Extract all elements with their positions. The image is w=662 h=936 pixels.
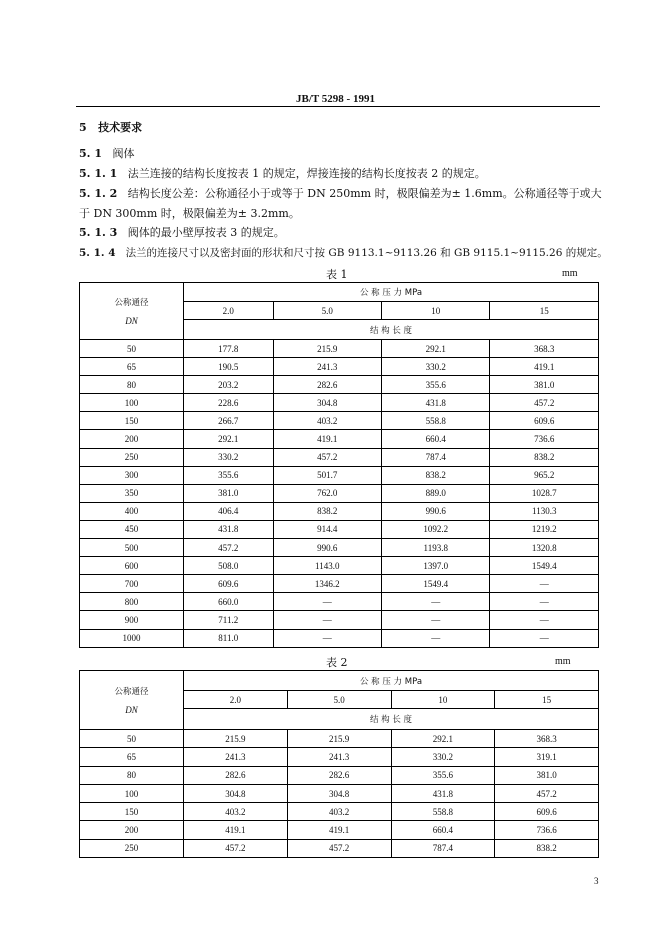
table-cell: 457.2 bbox=[184, 839, 288, 857]
table-cell: 660.0 bbox=[184, 593, 274, 611]
table-cell: 1028.7 bbox=[490, 484, 599, 502]
clause-5-1-2-cont: 于 DN 300mm 时，极限偏差为± 3.2mm。 bbox=[79, 207, 300, 220]
header-rule bbox=[76, 106, 600, 107]
table-row bbox=[80, 376, 599, 394]
clause-number: 5. 1. 1 bbox=[79, 167, 118, 180]
table-cell: — bbox=[382, 593, 490, 611]
table-cell: 203.2 bbox=[184, 376, 274, 394]
table-cell: — bbox=[490, 611, 599, 629]
table-cell: 1143.0 bbox=[273, 557, 381, 575]
table-cell: 508.0 bbox=[184, 557, 274, 575]
pressure-cell: 15 bbox=[495, 691, 599, 709]
clause-number: 5. 1. 2 bbox=[79, 187, 118, 200]
table-cell: 100 bbox=[80, 784, 184, 802]
table-cell: 403.2 bbox=[184, 803, 288, 821]
table-cell: 350 bbox=[80, 484, 184, 502]
clause-text: 阀体的最小壁厚按表 3 的规定。 bbox=[127, 226, 285, 239]
pressure-cell: 10 bbox=[391, 691, 495, 709]
table-cell: 736.6 bbox=[495, 821, 599, 839]
table-row bbox=[80, 466, 599, 484]
pressure-cell: 10 bbox=[382, 302, 490, 320]
table-row bbox=[80, 766, 599, 784]
table-cell: 1219.2 bbox=[490, 520, 599, 538]
table-cell: 711.2 bbox=[184, 611, 274, 629]
table-cell: 600 bbox=[80, 557, 184, 575]
table-cell: 889.0 bbox=[382, 484, 490, 502]
page-number: 3 bbox=[594, 876, 599, 886]
table-cell: 65 bbox=[80, 358, 184, 376]
table-cell: 457.2 bbox=[273, 448, 381, 466]
table-row bbox=[80, 611, 599, 629]
table-cell: 609.6 bbox=[490, 412, 599, 430]
table-cell: 457.2 bbox=[287, 839, 391, 857]
table-cell: 100 bbox=[80, 394, 184, 412]
table-cell: 457.2 bbox=[184, 539, 274, 557]
table-cell: 282.6 bbox=[287, 766, 391, 784]
table-cell: — bbox=[490, 575, 599, 593]
table-cell: 838.2 bbox=[490, 448, 599, 466]
table-cell: 319.1 bbox=[495, 748, 599, 766]
table-cell: — bbox=[490, 629, 599, 647]
table2-unit: mm bbox=[555, 656, 571, 667]
table-cell: 787.4 bbox=[391, 839, 495, 857]
clause-title: 阀体 bbox=[112, 147, 135, 160]
table-cell: 80 bbox=[80, 376, 184, 394]
table-cell: 419.1 bbox=[490, 358, 599, 376]
table-row bbox=[80, 520, 599, 538]
clause-number: 5. 1. 3 bbox=[79, 226, 118, 239]
table-cell: 292.1 bbox=[391, 730, 495, 748]
pressure-cell: 2.0 bbox=[184, 691, 288, 709]
table-cell: 558.8 bbox=[382, 412, 490, 430]
table-row bbox=[80, 484, 599, 502]
table-cell: 990.6 bbox=[273, 539, 381, 557]
table-cell: 292.1 bbox=[382, 340, 490, 358]
table-cell: 914.4 bbox=[273, 520, 381, 538]
table-cell: 500 bbox=[80, 539, 184, 557]
table-cell: 1346.2 bbox=[273, 575, 381, 593]
table-cell: 403.2 bbox=[287, 803, 391, 821]
table-cell: 150 bbox=[80, 412, 184, 430]
table-cell: 355.6 bbox=[184, 466, 274, 484]
clause-number: 5. 1 bbox=[79, 147, 102, 160]
table-cell: 811.0 bbox=[184, 629, 274, 647]
table-cell: 419.1 bbox=[287, 821, 391, 839]
table-cell: 80 bbox=[80, 766, 184, 784]
table-cell: 50 bbox=[80, 340, 184, 358]
table-cell: 241.3 bbox=[184, 748, 288, 766]
table-cell: — bbox=[273, 629, 381, 647]
table-cell: 368.3 bbox=[495, 730, 599, 748]
clause-text: 结构长度公差：公称通径小于或等于 DN 250mm 时，极限偏差为± 1.6mm。公称通径等于或大 bbox=[127, 187, 602, 200]
dn-symbol: DN bbox=[125, 316, 138, 326]
table-cell: 368.3 bbox=[490, 340, 599, 358]
section-number: 5 bbox=[79, 121, 87, 134]
table-cell: 609.6 bbox=[495, 803, 599, 821]
table-cell: 660.4 bbox=[391, 821, 495, 839]
table-cell: 282.6 bbox=[184, 766, 288, 784]
table-cell: 200 bbox=[80, 821, 184, 839]
table1-caption: 表 1 bbox=[326, 268, 348, 281]
table-cell: 65 bbox=[80, 748, 184, 766]
table-cell: 457.2 bbox=[490, 394, 599, 412]
table-cell: 330.2 bbox=[184, 448, 274, 466]
table-cell: 419.1 bbox=[184, 821, 288, 839]
table-cell: 150 bbox=[80, 803, 184, 821]
table-cell: 660.4 bbox=[382, 430, 490, 448]
table-cell: 400 bbox=[80, 502, 184, 520]
table-row bbox=[80, 593, 599, 611]
table-cell: 266.7 bbox=[184, 412, 274, 430]
section-heading bbox=[79, 121, 142, 135]
table-cell: 965.2 bbox=[490, 466, 599, 484]
table-cell: 431.8 bbox=[391, 784, 495, 802]
table-cell: 1000 bbox=[80, 629, 184, 647]
table-cell: 50 bbox=[80, 730, 184, 748]
table-row bbox=[80, 730, 599, 748]
table2 bbox=[79, 670, 599, 858]
table-row bbox=[80, 340, 599, 358]
table-row bbox=[80, 748, 599, 766]
table-cell: 403.2 bbox=[273, 412, 381, 430]
table-row bbox=[80, 839, 599, 857]
table-cell: 250 bbox=[80, 448, 184, 466]
table-cell: 381.0 bbox=[490, 376, 599, 394]
table-cell: 190.5 bbox=[184, 358, 274, 376]
dn-label: 公称通径 bbox=[114, 298, 149, 308]
table-cell: 330.2 bbox=[382, 358, 490, 376]
table-cell: 700 bbox=[80, 575, 184, 593]
table-cell: 355.6 bbox=[391, 766, 495, 784]
table-cell: 457.2 bbox=[495, 784, 599, 802]
table-row bbox=[80, 448, 599, 466]
table-cell: 215.9 bbox=[184, 730, 288, 748]
table-cell: 450 bbox=[80, 520, 184, 538]
table-cell: 304.8 bbox=[273, 394, 381, 412]
table-cell: 250 bbox=[80, 839, 184, 857]
table-cell: 1193.8 bbox=[382, 539, 490, 557]
table-row bbox=[80, 784, 599, 802]
table-cell: 177.8 bbox=[184, 340, 274, 358]
pressure-cell: 15 bbox=[490, 302, 599, 320]
table-cell: 381.0 bbox=[495, 766, 599, 784]
table-cell: 800 bbox=[80, 593, 184, 611]
table-cell: 990.6 bbox=[382, 502, 490, 520]
table-cell: 304.8 bbox=[287, 784, 391, 802]
table-row bbox=[80, 502, 599, 520]
table-cell: 1397.0 bbox=[382, 557, 490, 575]
table-row bbox=[80, 557, 599, 575]
dn-label: 公称通径 bbox=[114, 687, 149, 697]
table-cell: — bbox=[490, 593, 599, 611]
pressure-header: 公 称 压 力 MPa bbox=[184, 671, 599, 691]
table-row bbox=[80, 803, 599, 821]
table-cell: 330.2 bbox=[391, 748, 495, 766]
clause-text: 法兰连接的结构长度按表 1 的规定，焊接连接的结构长度按表 2 的规定。 bbox=[127, 167, 486, 180]
table-cell: 292.1 bbox=[184, 430, 274, 448]
table-cell: — bbox=[273, 611, 381, 629]
clause-text: 法兰的连接尺寸以及密封面的形状和尺寸按 GB 9113.1~9113.26 和 GB 9115.1~9115.26 的规定。 bbox=[125, 247, 608, 259]
table-row bbox=[80, 629, 599, 647]
table-cell: — bbox=[382, 629, 490, 647]
table1 bbox=[79, 282, 599, 648]
table-cell: 558.8 bbox=[391, 803, 495, 821]
section-title: 技术要求 bbox=[98, 121, 143, 134]
pressure-header: 公 称 压 力 MPa bbox=[184, 283, 599, 302]
table-cell: 787.4 bbox=[382, 448, 490, 466]
table-cell: 609.6 bbox=[184, 575, 274, 593]
table-cell: 300 bbox=[80, 466, 184, 484]
table-row bbox=[80, 575, 599, 593]
pressure-cell: 5.0 bbox=[273, 302, 381, 320]
length-header: 结 构 长 度 bbox=[184, 320, 599, 340]
table-cell: 1549.4 bbox=[382, 575, 490, 593]
table-cell: 1092.2 bbox=[382, 520, 490, 538]
table-cell: 282.6 bbox=[273, 376, 381, 394]
table1-unit: mm bbox=[562, 268, 578, 279]
table-cell: 838.2 bbox=[495, 839, 599, 857]
dn-symbol: DN bbox=[125, 705, 138, 715]
table-cell: 838.2 bbox=[273, 502, 381, 520]
table-row bbox=[80, 821, 599, 839]
table-cell: 406.4 bbox=[184, 502, 274, 520]
table-cell: 736.6 bbox=[490, 430, 599, 448]
dn-header-cell bbox=[80, 671, 184, 730]
table-cell: 1130.3 bbox=[490, 502, 599, 520]
clause-5-1-4 bbox=[79, 246, 608, 260]
clause-5-1-1 bbox=[79, 167, 486, 181]
table-cell: — bbox=[382, 611, 490, 629]
table-row bbox=[80, 394, 599, 412]
table-cell: 762.0 bbox=[273, 484, 381, 502]
table-cell: 1549.4 bbox=[490, 557, 599, 575]
table-cell: 381.0 bbox=[184, 484, 274, 502]
clause-5-1-3 bbox=[79, 226, 285, 240]
table-cell: 304.8 bbox=[184, 784, 288, 802]
clause-number: 5. 1. 4 bbox=[79, 247, 116, 259]
table-cell: 228.6 bbox=[184, 394, 274, 412]
pressure-cell: 5.0 bbox=[287, 691, 391, 709]
document-header: JB/T 5298 - 1991 bbox=[296, 93, 375, 105]
table-cell: 241.3 bbox=[273, 358, 381, 376]
table-cell: 215.9 bbox=[287, 730, 391, 748]
table-cell: 215.9 bbox=[273, 340, 381, 358]
table-cell: 838.2 bbox=[382, 466, 490, 484]
table-cell: 200 bbox=[80, 430, 184, 448]
table-cell: 1320.8 bbox=[490, 539, 599, 557]
table-row bbox=[80, 430, 599, 448]
table-row bbox=[80, 358, 599, 376]
table-cell: 431.8 bbox=[184, 520, 274, 538]
table-cell: 355.6 bbox=[382, 376, 490, 394]
table-cell: 241.3 bbox=[287, 748, 391, 766]
table-cell: 501.7 bbox=[273, 466, 381, 484]
clause-5-1-2 bbox=[79, 187, 602, 201]
length-header: 结 构 长 度 bbox=[184, 709, 599, 730]
table-cell: 419.1 bbox=[273, 430, 381, 448]
table-row bbox=[80, 539, 599, 557]
pressure-cell: 2.0 bbox=[184, 302, 274, 320]
table2-caption: 表 2 bbox=[326, 656, 348, 669]
table-cell: 900 bbox=[80, 611, 184, 629]
table-cell: 431.8 bbox=[382, 394, 490, 412]
table-row bbox=[80, 412, 599, 430]
clause-5-1 bbox=[79, 147, 134, 161]
dn-header-cell bbox=[80, 283, 184, 340]
table-cell: — bbox=[273, 593, 381, 611]
